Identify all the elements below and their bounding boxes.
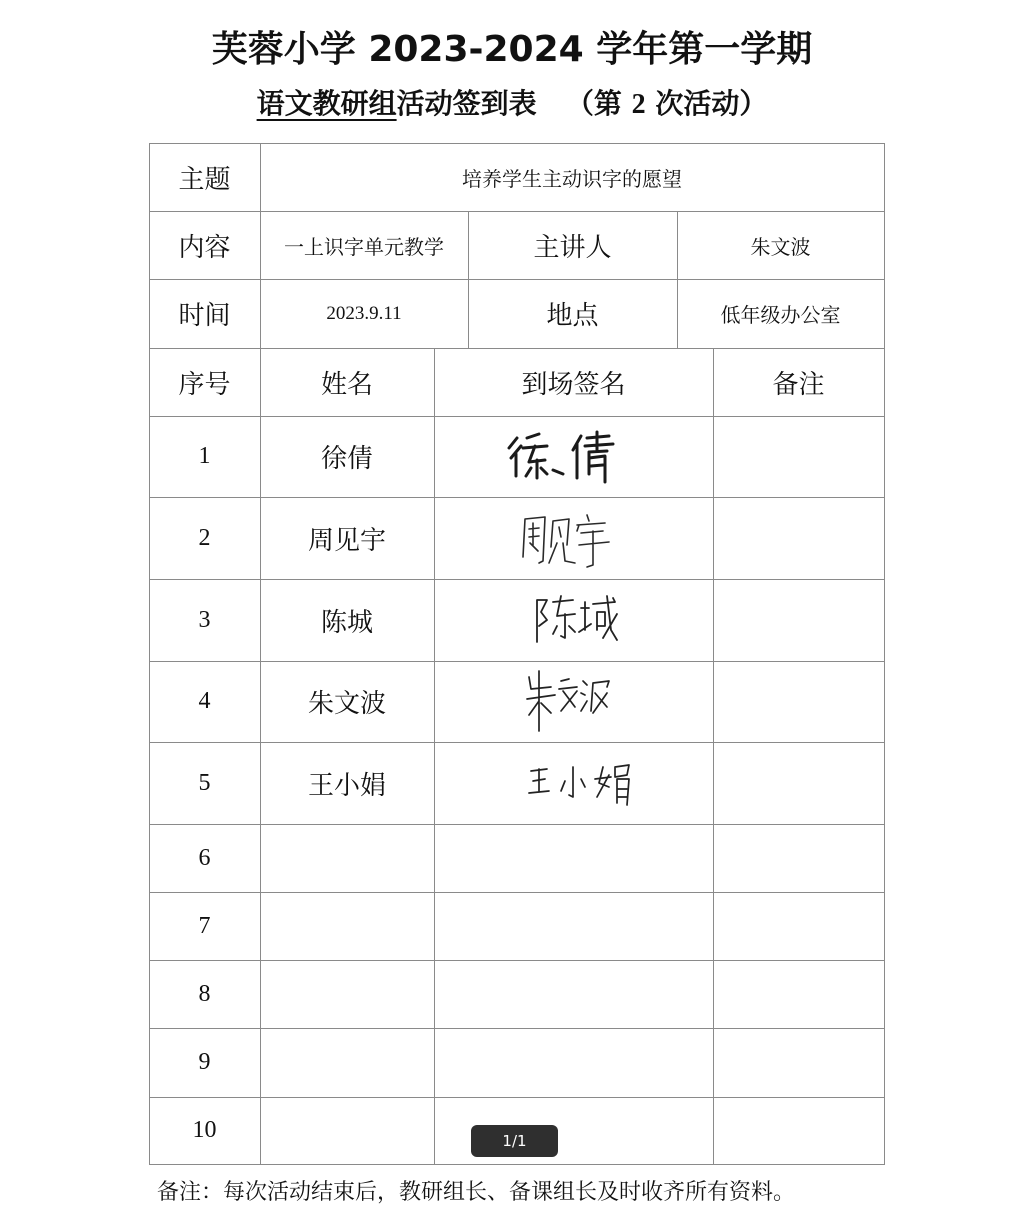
group-name: 语文教研组 [256, 87, 397, 120]
row-name: 陈城 [320, 607, 373, 638]
row-name: 徐倩 [320, 444, 373, 474]
topic-value: 培养学生主动识字的愿望 [462, 166, 682, 191]
handwritten-signature [525, 757, 637, 811]
speaker-label: 主讲人 [533, 232, 612, 263]
place-label: 地点 [546, 301, 599, 331]
row-remark [713, 579, 884, 661]
sign-in-table [149, 143, 885, 1165]
row-number: 1 [198, 443, 211, 469]
page-indicator[interactable]: 1/1 [471, 1125, 558, 1157]
session-suffix: 次活动） [655, 87, 768, 120]
handwritten-signature [499, 424, 645, 488]
row-number: 4 [198, 688, 211, 714]
column-header-number: 序号 [178, 369, 231, 400]
topic-label: 主题 [178, 164, 231, 195]
document-title: 芙蓉小学 2023-2024 学年第一学期 [211, 29, 813, 70]
handwritten-signature [517, 505, 625, 573]
row-remark [713, 661, 884, 742]
document-subtitle [0, 84, 1024, 125]
footnote: 备注：每次活动结束后，教研组长、备课组长及时收齐所有资料。 [157, 1180, 796, 1205]
row-number: 6 [198, 844, 211, 871]
column-header-remark: 备注 [772, 369, 825, 400]
row-number: 10 [192, 1117, 217, 1143]
row-number: 7 [198, 912, 211, 939]
row-number: 8 [198, 980, 211, 1007]
content-label: 内容 [178, 232, 231, 263]
form-name: 活动签到表 [396, 87, 537, 120]
row-number: 9 [198, 1049, 211, 1075]
row-number: 5 [198, 769, 211, 796]
handwritten-signature [531, 590, 621, 650]
column-header-signature: 到场签名 [521, 369, 626, 400]
session-prefix: （第 [565, 87, 622, 120]
row-name: 王小娟 [307, 770, 386, 801]
session-number: 2 [631, 89, 646, 120]
row-remark [713, 497, 884, 579]
row-name: 周见宇 [307, 525, 386, 556]
column-header-name: 姓名 [320, 369, 373, 400]
speaker-value: 朱文波 [750, 234, 811, 259]
handwritten-signature [521, 665, 617, 737]
row-remark [713, 742, 884, 824]
row-name: 朱文波 [307, 689, 386, 719]
place-value: 低年级办公室 [720, 303, 841, 327]
row-number: 3 [198, 606, 211, 633]
content-value: 一上识字单元教学 [284, 234, 444, 259]
row-remark [713, 416, 884, 497]
time-value: 2023.9.11 [326, 302, 402, 324]
time-label: 时间 [178, 301, 231, 331]
row-number: 2 [198, 524, 211, 551]
